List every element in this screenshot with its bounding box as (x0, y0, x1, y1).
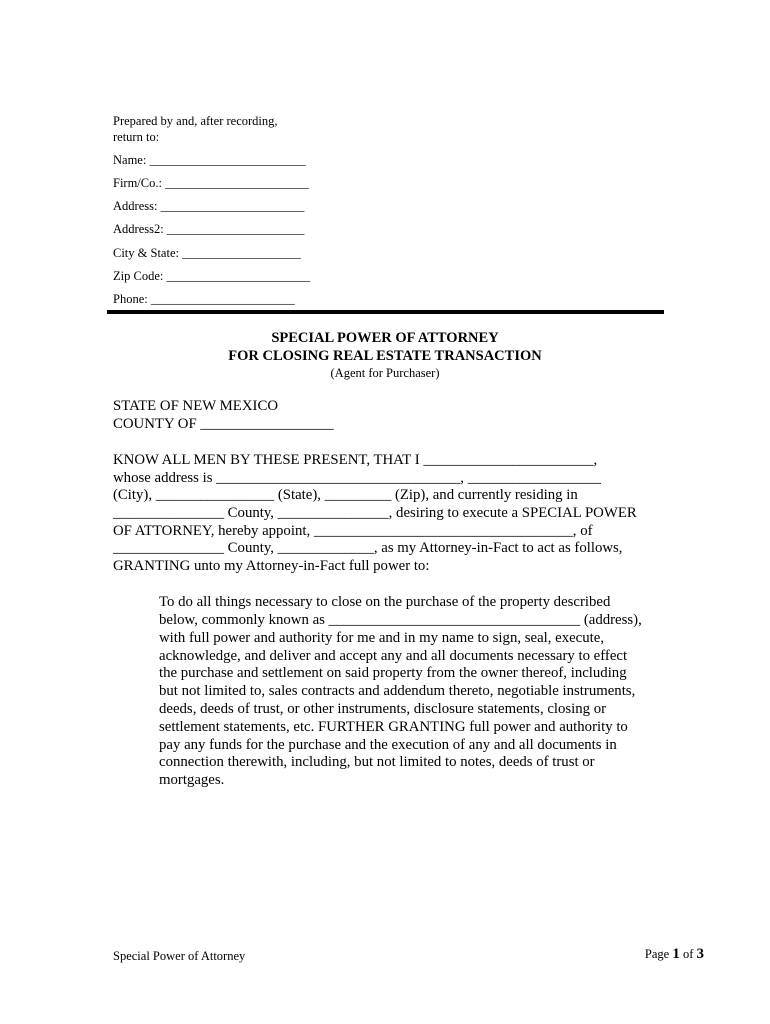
intro-line: KNOW ALL MEN BY THESE PRESENT, THAT I _______________________, (113, 452, 598, 468)
page-total: 3 (696, 946, 704, 962)
firm-field: Firm/Co.: _______________________ (113, 176, 309, 190)
page-of: of (679, 947, 697, 961)
powers-line: settlement statements, etc. FURTHER GRANTING full power and authority to (159, 719, 628, 735)
intro-line: _______________ County, _______________, desiring to execute a SPECIAL POWER (113, 505, 637, 521)
powers-line: the purchase and settlement on said property from the owner thereof, including (159, 665, 627, 681)
powers-line: below, commonly known as __________________________________ (address), (159, 612, 642, 628)
prepared-by-label: Prepared by and, after recording, (113, 114, 278, 128)
header-divider (107, 310, 664, 314)
document-subtitle: (Agent for Purchaser) (330, 366, 440, 380)
return-to-label: return to: (113, 130, 160, 144)
phone-field: Phone: _______________________ (113, 292, 295, 306)
footer-title: Special Power of Attorney (113, 949, 246, 963)
intro-line: OF ATTORNEY, hereby appoint, ___________________________________, of (113, 523, 593, 539)
city-state-field: City & State: ___________________ (113, 246, 301, 260)
state-venue: STATE OF NEW MEXICO (113, 398, 279, 414)
document-title: SPECIAL POWER OF ATTORNEY (271, 330, 499, 346)
intro-line: GRANTING unto my Attorney-in-Fact full power to: (113, 558, 430, 574)
powers-line: with full power and authority for me and in my name to sign, seal, execute, (159, 630, 605, 646)
page-prefix: Page (644, 947, 673, 961)
powers-line: To do all things necessary to close on the purchase of the property described (159, 594, 611, 610)
intro-line: whose address is _________________________________, __________________ (113, 470, 601, 486)
powers-line: acknowledge, and deliver and accept any and all documents necessary to effect (159, 648, 628, 664)
intro-line: (City), ________________ (State), _________ (Zip), and currently residing in (113, 487, 578, 503)
county-venue: COUNTY OF __________________ (113, 416, 334, 432)
intro-line: _______________ County, _____________, as my Attorney-in-Fact to act as follows, (113, 540, 623, 556)
zip-code-field: Zip Code: _______________________ (113, 269, 311, 283)
powers-line: but not limited to, sales contracts and addendum thereto, negotiable instruments, (159, 683, 636, 699)
powers-line: pay any funds for the purchase and the execution of any and all documents in (159, 737, 617, 753)
page-current: 1 (672, 946, 680, 962)
powers-line: deeds, deeds of trust, or other instruments, disclosure statements, closing or (159, 701, 607, 717)
address-field: Address: _______________________ (113, 199, 305, 213)
powers-line: connection therewith, including, but not limited to notes, deeds of trust or (159, 754, 595, 770)
page-number (645, 946, 704, 963)
document-title-line2: FOR CLOSING REAL ESTATE TRANSACTION (228, 348, 542, 364)
name-field: Name: _________________________ (113, 153, 306, 167)
address2-field: Address2: ______________________ (113, 222, 305, 236)
powers-line: mortgages. (159, 772, 225, 788)
